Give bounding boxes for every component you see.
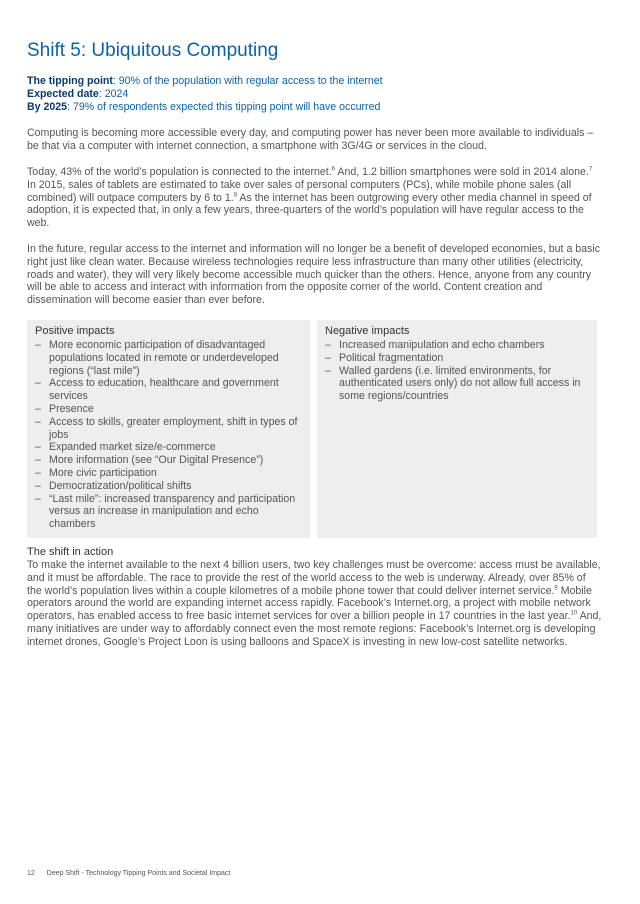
p2-text-b: And, 1.2 billion smartphones were sold in 2014 alone. [335,166,589,178]
page-number: 12 [27,870,35,877]
expected-date-value: : 2024 [98,88,129,100]
p2-text-d: As the internet has been outgrowing every other media channel in speed of adoption, it is expected that, in only a few years, three-quarters of the world’s population will have regular access to the web. [27,191,592,230]
paragraph-connectivity-stats [27,166,602,230]
footnote-ref-6: 6 [331,166,336,173]
list-item: – Presence [35,403,302,416]
tipping-point-line [27,75,617,88]
p2-text-a: Today, 43% of the world’s population is connected to the internet. [27,166,332,178]
list-item: – Increased manipulation and echo chambers [325,339,589,352]
positive-impacts-box [27,320,310,538]
footnote-ref-8: 8 [233,192,238,199]
negative-impacts-list [325,339,589,403]
list-item: – Political fragmentation [325,352,589,365]
paragraph-shift-in-action [27,559,602,649]
tipping-point-summary [27,75,617,114]
positive-impacts-heading: Positive impacts [35,325,115,337]
publication-title: Deep Shift - Technology Tipping Points and Societal Impact [46,870,231,877]
paragraph-computing-accessible: Computing is becoming more accessible every day, and computing power has never been more available to individuals – be that via a computer with internet connection, a smartphone with 3G/4G or services in the cloud. [27,127,594,152]
action-text-a: To make the internet available to the next 4 billion users, two key challenges must be overcome: access must be available, and it must be affordable. The race to provide the rest of the world access to the web is underway. Already, over 85% of the world’s population lives within a couple kilometres of a mobile phone tower that could deliver internet service. [27,559,601,597]
tipping-point-label: The tipping point [27,75,113,87]
expected-date-label: Expected date [27,88,99,100]
list-item: – More information (see “Our Digital Presence”) [35,454,302,467]
negative-impacts-box [317,320,597,538]
paragraph-future-access: In the future, regular access to the internet and information will no longer be a benefit of developed economies, but a basic right just like clean water. Because wireless technologies require less infrastructure than many other utilities (electricity, roads and water), they will very likely become accessible much quicker than the others. Hence, anyone from any country will be able to access and interact with information from the opposite corner of the world. Content creation and dissemination will become easier than ever before. [27,243,601,307]
page-title: Shift 5: Ubiquitous Computing [27,40,279,61]
list-item: – Expanded market size/e-commerce [35,441,302,454]
positive-impacts-list [35,339,302,531]
expected-date-line [27,88,617,101]
list-item: – More civic participation [35,467,302,480]
list-item: – Access to education, healthcare and government services [35,377,302,403]
action-text-b: Mobile operators around the world are expanding internet access rapidly. Facebook’s Internet.org, a project with mobile network operators, has enabled access to free basic internet services for over a billion people in 17 countries in the last year. [27,584,592,623]
list-item: – Access to skills, greater employment, shift in types of jobs [35,416,302,442]
tipping-point-value: : 90% of the population with regular access to the internet [112,75,383,87]
by-2025-label: By 2025 [27,101,68,113]
action-text-c: And, many initiatives are under way to affordably connect even the most remote regions: Facebook’s Internet.org is developing internet drones, Google’s Project Loon is using balloons and SpaceX is investing in new low-cost satellite networks. [27,610,602,648]
list-item: – Democratization/political shifts [35,480,302,493]
negative-impacts-heading: Negative impacts [325,325,410,337]
by-2025-value: : 79% of respondents expected this tipping point will have occurred [67,101,381,113]
footnote-ref-10: 10 [570,610,578,617]
footnote-ref-9: 9 [554,585,558,592]
list-item: – “Last mile”: increased transparency and participation versus an increase in manipulation and echo chambers [35,493,302,531]
list-item: – More economic participation of disadvantaged populations located in remote or underdeveloped regions (“last mile”) [35,339,302,377]
shift-in-action-heading: The shift in action [27,546,114,558]
p2-text-c: In 2015, sales of tablets are estimated to take over sales of personal computers (PCs), while mobile phone sales (all combined) will outpace computers by 6 to 1. [27,178,572,204]
footnote-ref-7: 7 [588,166,593,173]
by-2025-line [27,101,617,114]
list-item: – Walled gardens (i.e. limited environments, for authenticated users only) do not allow full access in some regions/countries [325,365,589,403]
page-footer [27,870,230,877]
